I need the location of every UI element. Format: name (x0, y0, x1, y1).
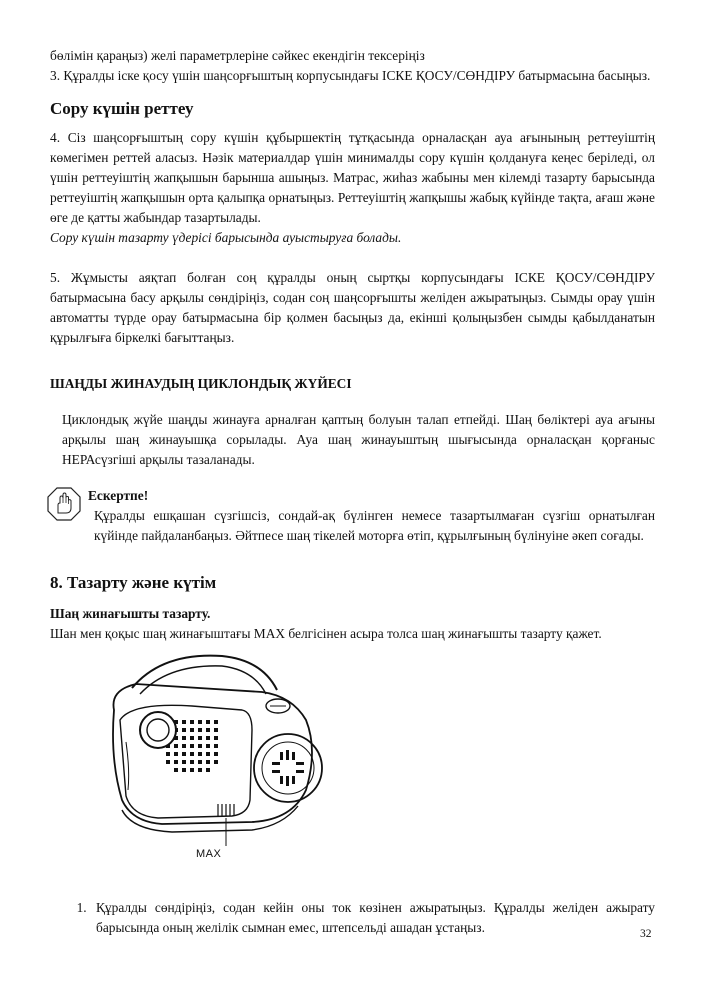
max-label: MAX (196, 848, 222, 860)
suction-step-5: 5. Жұмысты аяқтап болған соң құралды оның сыртқы корпусындағы ІСКЕ ҚОСУ/СӨНДІРУ батырмасына басу арқылы сөндіріңіз, содан соң шаңсорғышты желіден ажыратыңыз. Сымды орау үшін автоматты түрде орау батырмасына бір қолмен басыңыз да, екінші қолыңызбен сымды қабылданатын құрылғыға біркелкі бағыттаңыз. (50, 270, 655, 345)
cyclone-heading: ШАҢДЫ ЖИНАУДЫҢ ЦИКЛОНДЫҚ ЖҮЙЕСІ (50, 376, 352, 391)
cyclone-text: Циклондық жүйе шаңды жинауға арналған қаптың болуын талап етпейді. Шаң бөліктері ауа ағыны арқылы шаң жинауышқа сорылады. Ауа шаң жинауыштың шығысында орналасқан қорғаныс НЕРАсүзгіші арқылы тазаланады. (62, 412, 655, 467)
hand-warning-icon (46, 486, 82, 522)
dust-container-text: Шан мен қоқыс шаң жинағыштағы MAX белгісінен асыра толса шаң жинағышты тазарту қажет. (50, 626, 602, 641)
intro-step-3: 3. Құралды іске қосу үшін шаңсорғыштың корпусындағы ІСКЕ ҚОСУ/СӨНДІРУ батырмасына басыңыз. (50, 68, 651, 83)
dust-container-subheading: Шаң жинағышты тазарту. (50, 606, 211, 621)
warning-block (50, 486, 655, 546)
cleaning-step-1: 1. Құралды сөндіріңіз, содан кейін оны ток көзінен ажыратыңыз. Құралды желіден ажырату барысында оның желілік сымнан емес, штепсельді ашадан ұстаңыз. (90, 898, 655, 938)
page-number: 32 (640, 928, 652, 940)
warning-text: Құралды ешқашан сүзгішсіз, сондай-ақ бүлінген немесе тазартылмаған сүзгіш орнатылған күйінде пайдаланбаңыз. Әйтпесе шаң тікелей моторға өтіп, құрылғының бүлінуіне әкеп соғады. (94, 508, 655, 543)
suction-note: Сору күшін тазарту үдерісі барысында ауыстыруға болады. (50, 230, 402, 245)
suction-heading: Сору күшін реттеу (50, 99, 194, 118)
vacuum-cleaner-illustration (92, 650, 332, 850)
cleaning-steps (50, 898, 655, 938)
warning-title: Ескертпе! (88, 488, 149, 503)
vacuum-figure (50, 644, 655, 884)
intro-line-1: бөлімін қараңыз) желі параметрлеріне сәйкес екендігін тексеріңіз (50, 48, 425, 63)
suction-step-4: 4. Сіз шаңсорғыштың сору күшін құбыршектің тұтқасында орналасқан ауа ағынының реттеуіштің көмегімен реттей аласыз. Нәзік материалдар үшін минималды сору күшін қолдануға кеңес беріледі, ол үшін реттеуіштің жапқышын барынша ашыңыз. Матрас, жиһаз жабыны мен кілемді тазарту барысында реттеуіштің жапқышын орта қалыпқа орнатыңыз. Реттеуіштің жапқышы жабық күйінде тақта, ағаш және өге де қатты жабындар тазартылады. (50, 130, 655, 225)
manual-page (50, 46, 655, 938)
section-8-heading: 8. Тазарту және күтім (50, 573, 217, 592)
